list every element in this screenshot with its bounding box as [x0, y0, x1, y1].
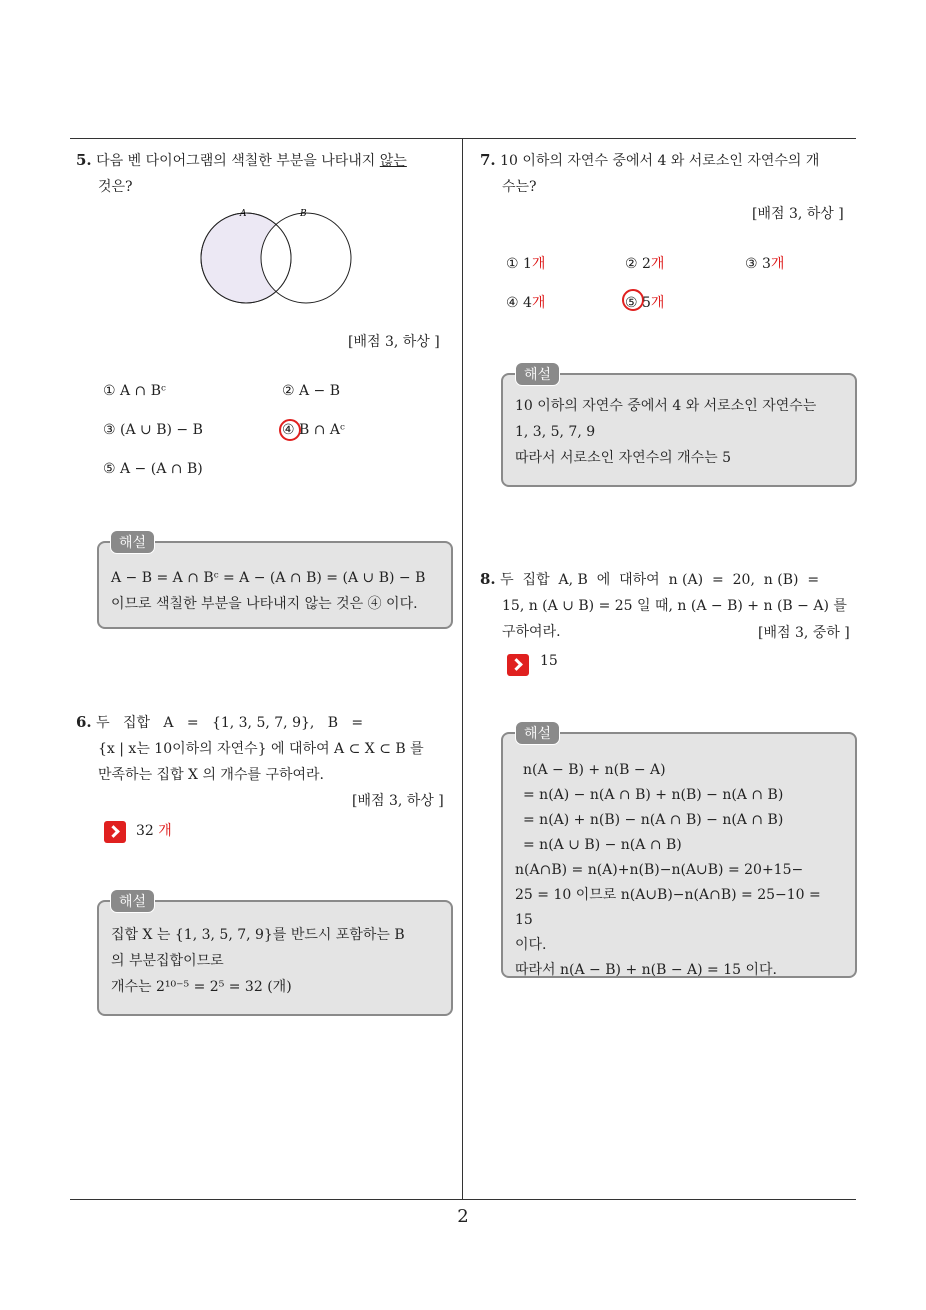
q8-answer-icon — [507, 654, 529, 676]
q5-explanation-tag: 해설 — [110, 530, 155, 554]
q5-score: [배점 3, 하상 ] — [348, 334, 440, 350]
q5-option-2[interactable]: ② A − B — [282, 383, 341, 399]
q6-answer-number: 32 — [136, 823, 154, 839]
top-rule — [70, 138, 856, 139]
q5-number: 5. — [76, 151, 92, 169]
q5-expl-line-2: 이므로 색칠한 부분을 나타내지 않는 것은 ④ 이다. — [111, 596, 418, 612]
q6-answer — [136, 820, 172, 840]
q5-text-a: 다음 벤 다이어그램의 색칠한 부분을 나타내지 — [96, 153, 380, 169]
q6-score: [배점 3, 하상 ] — [352, 793, 444, 809]
q5-explanation-box — [97, 541, 453, 629]
q5-text-c: 것은? — [98, 179, 133, 195]
q8-expl-line-8: 따라서 n(A − B) + n(B − A) = 15 이다. — [515, 962, 777, 978]
q6-answer-unit: 개 — [158, 823, 172, 839]
q6-line-3: 만족하는 집합 X 의 개수를 구하여라. — [98, 767, 325, 783]
q5-option-5[interactable]: ⑤ A − (A ∩ B) — [103, 461, 203, 477]
q6-number: 6. — [76, 713, 92, 731]
q6-question — [76, 709, 458, 788]
venn-label-b: B — [300, 209, 307, 219]
q8-line-3: 구하여라. — [502, 624, 561, 640]
q5-option-4[interactable]: ④ B ∩ Aᶜ — [282, 422, 345, 438]
q8-answer: 15 — [540, 653, 558, 669]
q7-line-1: 10 이하의 자연수 중에서 4 와 서로소인 자연수의 개 — [500, 153, 820, 169]
venn-label-a: A — [240, 209, 247, 219]
q8-score: [배점 3, 중하 ] — [758, 625, 850, 641]
q6-line-2: {x | x는 10이하의 자연수} 에 대하여 A ⊂ X ⊂ B 를 — [98, 741, 424, 757]
q5-option-1[interactable]: ① A ∩ Bᶜ — [103, 383, 166, 399]
q6-line-1: 두 집합 A = {1, 3, 5, 7, 9}, B = — [96, 715, 364, 731]
q7-score: [배점 3, 하상 ] — [752, 206, 844, 222]
q7-expl-line-2: 1, 3, 5, 7, 9 — [515, 424, 596, 440]
column-divider — [462, 138, 463, 1200]
q8-expl-line-3: = n(A) + n(B) − n(A ∩ B) − n(A ∩ B) — [523, 812, 784, 828]
q7-option-4[interactable]: ④ 4개 — [506, 295, 546, 311]
q7-explanation-box — [501, 373, 857, 487]
q5-option-3[interactable]: ③ (A ∪ B) − B — [103, 422, 203, 438]
q6-expl-line-2: 의 부분집합이므로 — [111, 953, 224, 969]
q5-question — [76, 147, 458, 200]
q7-expl-line-3: 따라서 서로소인 자연수의 개수는 5 — [515, 450, 732, 466]
q7-question — [480, 147, 860, 200]
q8-expl-line-2: = n(A) − n(A ∩ B) + n(B) − n(A ∩ B) — [523, 787, 784, 803]
bottom-rule — [70, 1199, 856, 1200]
q5-text-underline: 않는 — [379, 153, 407, 169]
q8-expl-line-1: n(A − B) + n(B − A) — [523, 762, 666, 778]
q8-expl-line-5: n(A∩B) = n(A)+n(B)−n(A∪B) = 20+15− — [515, 862, 804, 878]
q6-explanation-tag: 해설 — [110, 889, 155, 913]
q7-option-1[interactable]: ① 1개 — [506, 256, 546, 272]
q7-option-2[interactable]: ② 2개 — [625, 256, 665, 272]
q8-expl-line-4: = n(A ∪ B) − n(A ∩ B) — [523, 837, 682, 853]
q8-number: 8. — [480, 570, 496, 588]
q7-option-3[interactable]: ③ 3개 — [745, 256, 785, 272]
q8-explanation-box — [501, 732, 857, 978]
q7-line-2: 수는? — [502, 179, 537, 195]
q7-expl-line-1: 10 이하의 자연수 중에서 4 와 서로소인 자연수는 — [515, 398, 817, 414]
q8-expl-line-6: 25 = 10 이므로 n(A∪B)−n(A∩B) = 25−10 = 15 — [515, 887, 821, 928]
q5-venn-diagram — [196, 205, 358, 313]
page-number: 2 — [457, 1206, 469, 1227]
q6-answer-icon — [104, 821, 126, 843]
q7-option-5[interactable]: ⑤ 5개 — [625, 295, 665, 311]
q6-expl-line-3: 개수는 2¹⁰⁻⁵ = 2⁵ = 32 (개) — [111, 979, 292, 995]
q7-explanation-tag: 해설 — [515, 362, 560, 386]
q5-expl-line-1: A − B = A ∩ Bᶜ = A − (A ∩ B) = (A ∪ B) − B — [111, 570, 426, 586]
q8-line-1: 두 집합 A, B 에 대하여 n (A) = 20, n (B) = — [500, 572, 820, 588]
q6-expl-line-1: 집합 X 는 {1, 3, 5, 7, 9}를 반드시 포함하는 B — [111, 927, 405, 943]
q6-explanation-box — [97, 900, 453, 1016]
q8-expl-line-7: 이다. — [515, 937, 547, 953]
q8-line-2: 15, n (A ∪ B) = 25 일 때, n (A − B) + n (B − A) 를 — [502, 598, 847, 614]
q7-number: 7. — [480, 151, 496, 169]
q8-explanation-tag: 해설 — [515, 721, 560, 745]
